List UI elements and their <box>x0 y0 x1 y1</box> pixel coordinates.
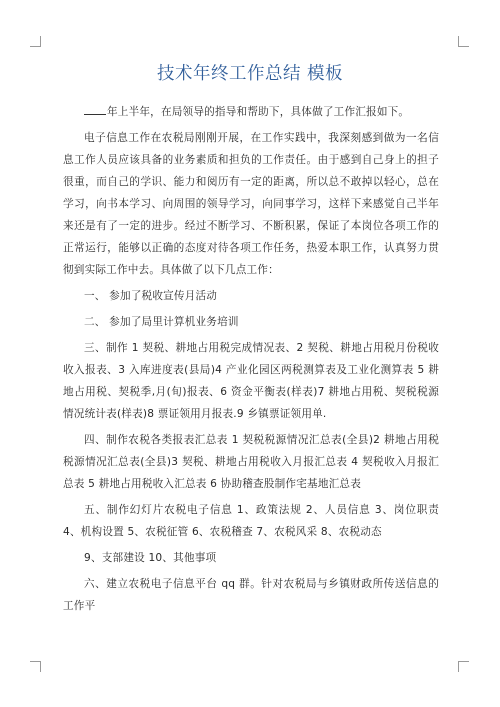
page-corner-mark-top-left <box>30 36 41 47</box>
item-paragraph: 9、支部建设 10、其他事项 <box>84 552 217 564</box>
intro-text: 年上半年，在局领导的指导和帮助下，具体做了工作汇报如下。 <box>107 106 410 118</box>
year-blank <box>84 102 106 115</box>
item-paragraph: 六、建立农税电子信息平台 qq 群。针对农税局与乡镇财政所传送信息的工作平 <box>63 578 439 612</box>
document-title: 技术年终工作总结 模板 <box>156 64 344 84</box>
item-paragraph: 四、制作农税各类报表汇总表 1 契税税源情况汇总表(全县)2 耕地占用税税源情况汇总表(全县)3 契税、耕地占用税收入月报汇总表 4 契税收入月报汇总表 5 耕地占用税收入汇总表 6 协助稽查股制作宅基地汇总表 <box>63 434 439 490</box>
page-corner-mark-bottom-right <box>458 661 469 672</box>
item-paragraph: 三、制作 1 契税、耕地占用税完成情况表、2 契税、耕地占用税月份税收收入报表、3 入库进度表(县局)4 产业化园区两税测算表及工业化测算表 5 耕地占用税、契税季,月(旬)报表、6 资金平衡表(样表)7 耕地占用税、契税税源情况统计表(样表)8 票证领用月报表.9 乡镇票证领用单. <box>63 342 439 420</box>
intro-paragraph <box>63 101 439 123</box>
page-corner-mark-bottom-left <box>30 661 41 672</box>
body-paragraph: 电子信息工作在农税局刚刚开展，在工作实践中，我深刻感到做为一名信息工作人员应该具备的业务素质和担负的工作责任。由于感到自己身上的担子很重，而自己的学识、能力和阅历有一定的距离，所以总不敢掉以轻心，总在学习，向书本学习、向周围的领导学习，向同事学习，这样下来感觉自己半年来还是有了一定的进步。经过不断学习、不断积累，保证了本岗位各项工作的正常运行，能够以正确的态度对待各项工作任务，热爱本职工作，认真努力贯彻到实际工作中去。具体做了以下几点工作： <box>63 132 439 276</box>
item-paragraph: 一、 参加了税收宣传月活动 <box>84 290 218 302</box>
document-body <box>63 101 439 621</box>
page-corner-mark-top-right <box>458 36 469 47</box>
item-paragraph: 二、 参加了局里计算机业务培训 <box>84 316 239 328</box>
item-paragraph: 五、制作幻灯片农税电子信息 1、政策法规 2、人员信息 3、岗位职责 4、机构设置 5、农税征管 6、农税稽查 7、农税风采 8、农税动态 <box>63 504 439 538</box>
